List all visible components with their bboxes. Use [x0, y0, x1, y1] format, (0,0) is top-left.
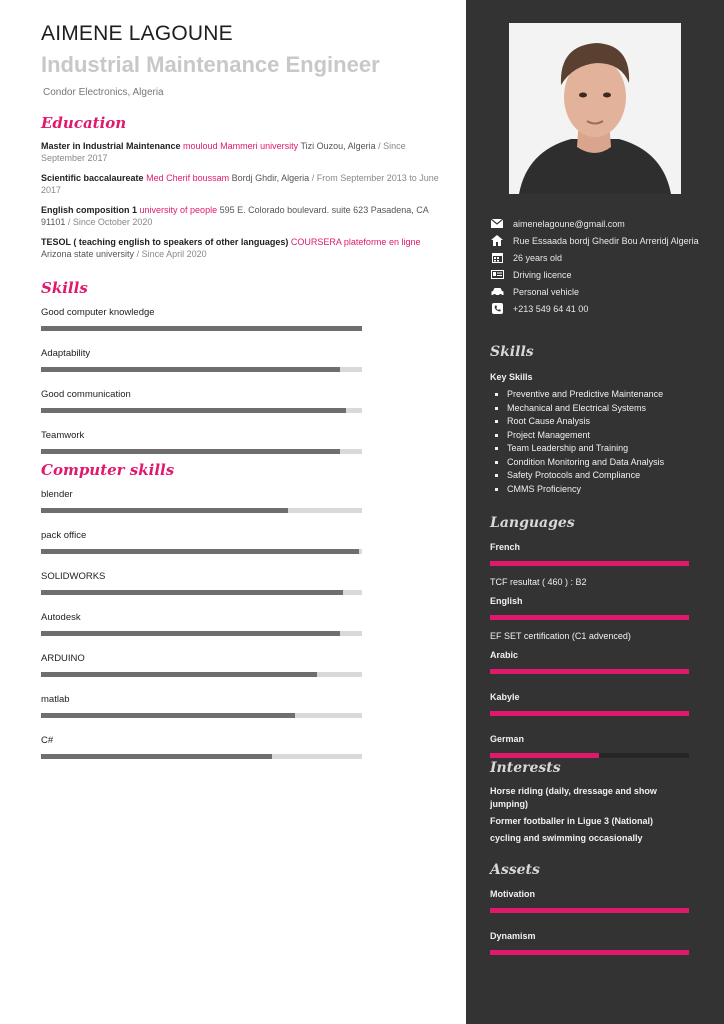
skill-label: pack office [41, 530, 87, 541]
skill-level-bar [41, 549, 362, 554]
skill-label: blender [41, 489, 73, 500]
interests-section [490, 760, 690, 849]
assets-list [490, 888, 689, 955]
skill-label: C# [41, 735, 54, 746]
skill-level-fill [41, 408, 346, 413]
education-place: 595 E. Colorado boulevard. suite 623 Pasadena, CA 91101 [41, 205, 429, 227]
language-level-bar [490, 615, 689, 620]
computer-skills-list [41, 489, 362, 759]
skill-level-fill [41, 326, 362, 331]
address-text: Rue Essaada bordj Ghedir Bou Arreridj Algeria [513, 236, 699, 246]
education-item [41, 204, 441, 228]
language-level-fill [490, 753, 599, 758]
language-level-bar [490, 711, 689, 716]
skill-level-fill [41, 631, 340, 636]
skill-level-bar [41, 713, 362, 718]
education-degree: Master in Industrial Maintenance [41, 141, 181, 151]
languages-title: Languages [490, 515, 575, 531]
skill-level-fill [41, 449, 340, 454]
key-skill-item: ▪ Preventive and Predictive Maintenance [507, 388, 712, 402]
contact-address [490, 235, 705, 247]
education-degree: English composition 1 [41, 205, 138, 215]
home-icon [490, 235, 504, 246]
phone-icon [490, 303, 504, 314]
key-skills-list [490, 388, 712, 496]
computer-skills-section [41, 461, 362, 776]
interest-item: cycling and swimming occasionally [490, 833, 643, 843]
education-school: Med Cherif boussam [146, 173, 230, 183]
education-item [41, 236, 441, 260]
email-text: aimenelagoune@gmail.com [513, 219, 625, 229]
contact-license [490, 269, 705, 281]
education-date: / From September 2013 to June 2017 [41, 173, 439, 195]
asset-level-bar [490, 908, 689, 913]
key-skill-item: ▪ Safety Protocols and Compliance [507, 469, 712, 483]
language-label: Arabic [490, 650, 519, 660]
vehicle-text: Personal vehicle [513, 287, 580, 297]
skills-section [41, 279, 362, 471]
asset-level-bar [490, 950, 689, 955]
interests-title: Interests [490, 760, 561, 776]
skill-level-bar [41, 754, 362, 759]
id-card-icon [490, 269, 504, 280]
skill-label: matlab [41, 694, 70, 705]
language-label: Kabyle [490, 692, 520, 702]
skill-level-fill [41, 590, 343, 595]
job-title: Industrial Maintenance Engineer [41, 52, 380, 77]
key-skill-item: ▪ Mechanical and Electrical Systems [507, 402, 712, 416]
license-text: Driving licence [513, 270, 572, 280]
skill-level-fill [41, 508, 288, 513]
interest-item: Horse riding (daily, dressage and show jumping) [490, 786, 657, 809]
sidebar [466, 0, 724, 1024]
skill-level-bar [41, 326, 362, 331]
key-skill-item: ▪ Condition Monitoring and Data Analysis [507, 456, 712, 470]
education-school: mouloud Mammeri university [183, 141, 299, 151]
skill-level-bar [41, 367, 362, 372]
language-level-fill [490, 711, 689, 716]
interest-item: Former footballer in Ligue 3 (National) [490, 816, 654, 826]
education-section [41, 114, 441, 268]
profile-photo [509, 23, 681, 194]
skill-label: Good communication [41, 389, 131, 400]
key-skill-item: ▪ Team Leadership and Training [507, 442, 712, 456]
languages-section [490, 515, 689, 775]
key-skills-section [490, 344, 712, 496]
asset-level-fill [490, 950, 689, 955]
skills-list [41, 307, 362, 454]
skill-level-fill [41, 672, 317, 677]
assets-title: Assets [490, 862, 540, 878]
envelope-icon [490, 218, 504, 229]
candidate-name: AIMENE LAGOUNE [41, 22, 233, 45]
skill-label: SOLIDWORKS [41, 571, 106, 582]
education-school: COURSERA plateforme en ligne [290, 237, 421, 247]
education-degree: TESOL ( teaching english to speakers of other languages) [41, 237, 289, 247]
skills-title: Skills [41, 279, 88, 297]
education-date: / Since September 2017 [41, 141, 406, 163]
language-level-bar [490, 561, 689, 566]
calendar-icon [490, 252, 504, 263]
skill-label: Teamwork [41, 430, 85, 441]
skill-level-fill [41, 367, 340, 372]
language-label: English [490, 596, 523, 606]
age-text: 26 years old [513, 253, 563, 263]
education-list [41, 140, 441, 260]
language-level-bar [490, 753, 689, 758]
car-icon [490, 286, 504, 297]
portrait-illustration [509, 23, 681, 194]
skill-label: ARDUINO [41, 653, 85, 664]
interests-list [490, 785, 690, 845]
language-level-fill [490, 561, 689, 566]
skill-level-fill [41, 754, 272, 759]
education-place: Tizi Ouzou, Algeria [300, 141, 376, 151]
key-skill-item: ▪ Project Management [507, 429, 712, 443]
education-place: Arizona state university [41, 249, 135, 259]
education-school: university of people [139, 205, 218, 215]
right-skills-title: Skills [490, 344, 534, 360]
language-label: German [490, 734, 525, 744]
education-date: / Since April 2020 [136, 249, 207, 259]
key-skills-heading: Key Skills [490, 372, 533, 382]
education-degree: Scientific baccalaureate [41, 173, 144, 183]
contact-vehicle [490, 286, 705, 298]
education-title: Education [41, 114, 127, 132]
language-label: French [490, 542, 521, 552]
skill-label: Autodesk [41, 612, 81, 623]
assets-section [490, 862, 689, 972]
computer-skills-title: Computer skills [41, 461, 175, 479]
language-note: EF SET certification (C1 advenced) [490, 631, 631, 641]
skill-level-bar [41, 508, 362, 513]
asset-level-fill [490, 908, 689, 913]
language-note: TCF resultat ( 460 ) : B2 [490, 577, 587, 587]
phone-text: +213 549 64 41 00 [513, 304, 589, 314]
languages-list [490, 541, 689, 758]
contact-email[interactable] [490, 218, 705, 230]
skill-level-bar [41, 631, 362, 636]
skill-level-bar [41, 590, 362, 595]
education-place: Bordj Ghdir, Algeria [231, 173, 310, 183]
skill-level-bar [41, 672, 362, 677]
skill-label: Adaptability [41, 348, 91, 359]
contact-info [490, 218, 705, 320]
key-skill-item: ▪ CMMS Proficiency [507, 483, 712, 497]
language-level-fill [490, 615, 689, 620]
company: Condor Electronics, Algeria [43, 87, 164, 98]
education-item [41, 140, 441, 164]
skill-level-bar [41, 408, 362, 413]
skill-level-fill [41, 713, 295, 718]
contact-phone[interactable] [490, 303, 705, 315]
language-level-bar [490, 669, 689, 674]
education-item [41, 172, 441, 196]
skill-level-fill [41, 549, 359, 554]
education-date: / Since October 2020 [67, 217, 153, 227]
language-level-fill [490, 669, 689, 674]
asset-label: Dynamism [490, 931, 536, 941]
key-skill-item: ▪ Root Cause Analysis [507, 415, 712, 429]
contact-age [490, 252, 705, 264]
asset-label: Motivation [490, 889, 535, 899]
skill-level-bar [41, 449, 362, 454]
skill-label: Good computer knowledge [41, 307, 155, 318]
